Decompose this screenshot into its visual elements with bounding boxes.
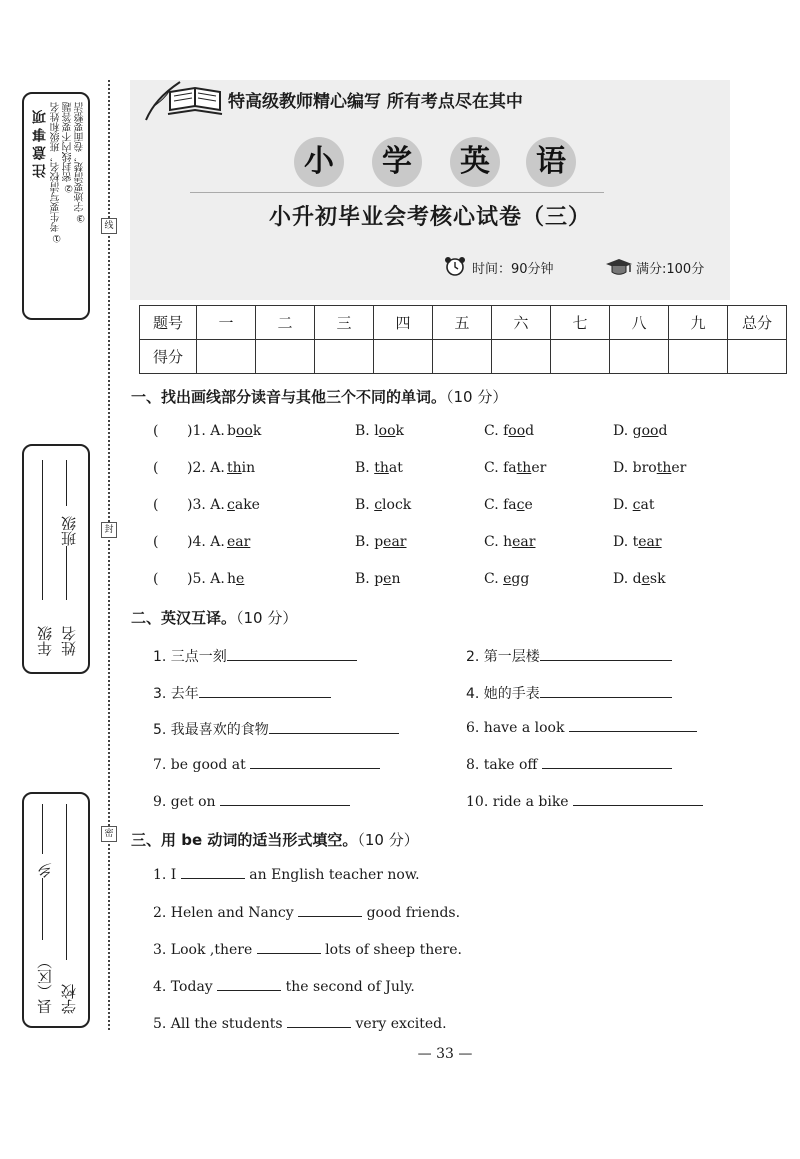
answer-paren[interactable]: ( (153, 423, 159, 439)
table-row (140, 340, 787, 374)
clock-icon (442, 256, 468, 276)
answer-blank[interactable] (540, 648, 672, 661)
word-part: at (640, 497, 655, 513)
word-part: B. l (355, 423, 379, 439)
word-part: at (388, 460, 403, 476)
translation-item-3: 3. 去年 (153, 683, 331, 703)
school-blank[interactable] (66, 804, 67, 960)
option-b (355, 571, 400, 587)
answer-blank[interactable] (269, 721, 399, 734)
option-c (484, 497, 533, 513)
seal-mark-secret: 密 (101, 826, 117, 842)
score-input-cell[interactable] (374, 340, 433, 374)
word-part: C. f (484, 423, 509, 439)
word-part: D. bro (613, 460, 657, 476)
word-part: k (252, 423, 262, 439)
section-3-title: 三、用 be 动词的适当形式填空。 (131, 831, 358, 849)
underlined-part: th (516, 460, 532, 476)
answer-blank[interactable] (257, 941, 321, 954)
question-number: )2. A. (187, 460, 225, 476)
page-number: — 33 — (417, 1046, 473, 1062)
question-number: )4. A. (187, 534, 225, 550)
section-2-title: 二、英汉互译。 (131, 609, 237, 627)
word-part: d (658, 423, 668, 439)
score-input-cell[interactable] (315, 340, 374, 374)
grade-label: 年级 (36, 626, 54, 656)
underlined-part: c (632, 497, 641, 513)
word-part: C. (484, 571, 504, 587)
subject-char-1: 小 (294, 137, 344, 187)
score-input-cell[interactable] (610, 340, 669, 374)
fill-item-2: 2. Helen and Nancy good friends. (153, 905, 461, 921)
answer-blank[interactable] (542, 756, 672, 769)
answer-blank[interactable] (573, 793, 703, 806)
name-label: 姓名 (60, 626, 78, 656)
underlined-part: ear (512, 534, 536, 550)
answer-blank[interactable] (220, 793, 350, 806)
option-d (613, 534, 662, 550)
subject-char-4: 语 (526, 137, 576, 187)
subject-char-2: 学 (372, 137, 422, 187)
table-cell: 七 (551, 306, 610, 340)
word-part: lock (382, 497, 412, 513)
word-part: D. t (613, 534, 639, 550)
option-a (227, 460, 255, 476)
translation-item-7: 7. be good at (153, 756, 380, 773)
answer-blank[interactable] (217, 978, 281, 991)
notes-box (22, 92, 90, 320)
answer-blank[interactable] (199, 685, 331, 698)
answer-paren[interactable]: ( (153, 571, 159, 587)
exam-time: 时间：90分钟 (472, 262, 554, 277)
question-number: )5. A. (187, 571, 225, 587)
score-input-cell[interactable] (728, 340, 787, 374)
subject-char-3: 英 (450, 137, 500, 187)
table-cell: 得分 (140, 340, 197, 374)
note-1: ①考生要写清校名，班级和姓名 (51, 102, 62, 243)
table-cell: 总分 (728, 306, 787, 340)
underlined-part: th (374, 460, 389, 476)
word-part: gg (511, 571, 530, 587)
translation-item-6: 6. have a look (466, 719, 697, 736)
word-part: n (391, 571, 401, 587)
option-d (613, 571, 666, 587)
score-table (139, 305, 787, 374)
section-1-points: （10 分） (446, 388, 508, 406)
option-d (613, 423, 667, 439)
answer-paren[interactable]: ( (153, 497, 159, 513)
answer-blank[interactable] (287, 1015, 351, 1028)
underlined-part: th (656, 460, 672, 476)
word-part: C. fa (484, 497, 517, 513)
grade-blank[interactable] (42, 460, 43, 600)
town-label: 乡 (34, 854, 55, 878)
option-a (227, 571, 244, 587)
table-cell: 一 (197, 306, 256, 340)
option-b (355, 423, 404, 439)
underlined-part: e (383, 571, 392, 587)
full-score: 满分:100分 (636, 262, 705, 277)
answer-blank[interactable] (181, 866, 245, 879)
score-input-cell[interactable] (256, 340, 315, 374)
answer-blank[interactable] (540, 685, 672, 698)
question-number: )1. A. (187, 423, 225, 439)
table-cell: 二 (256, 306, 315, 340)
underlined-part: oo (641, 423, 659, 439)
underlined-part: e (236, 571, 245, 587)
underlined-part: e (503, 571, 512, 587)
option-c (484, 460, 546, 476)
section-3-points: （10 分） (357, 831, 419, 849)
word-part: h (227, 571, 237, 587)
translation-item-2: 2. 第一层楼 (466, 646, 672, 666)
graduation-cap-icon (604, 256, 634, 276)
underlined-part: c (227, 497, 235, 513)
option-b (355, 497, 411, 513)
answer-paren[interactable]: ( (153, 460, 159, 476)
table-cell: 题号 (140, 306, 197, 340)
underlined-part: ear (638, 534, 662, 550)
option-c (484, 534, 535, 550)
table-cell: 八 (610, 306, 669, 340)
option-a (227, 497, 260, 513)
word-part: B. p (355, 534, 384, 550)
score-input-cell[interactable] (551, 340, 610, 374)
word-part: B. p (355, 571, 384, 587)
underlined-part: th (227, 460, 242, 476)
translation-item-8: 8. take off (466, 756, 672, 773)
translation-item-9: 9. get on (153, 793, 350, 810)
translation-item-4: 4. 她的手表 (466, 683, 672, 703)
option-c (484, 423, 534, 439)
option-d (613, 497, 654, 513)
underlined-part: c (516, 497, 525, 513)
section-1-heading (131, 386, 507, 407)
score-input-cell[interactable] (492, 340, 551, 374)
option-b (355, 460, 403, 476)
underlined-part: oo (235, 423, 253, 439)
answer-blank[interactable] (227, 648, 357, 661)
table-cell: 九 (669, 306, 728, 340)
underlined-part: c (374, 497, 383, 513)
section-1-title: 一、找出画线部分读音与其他三个不同的单词。 (131, 388, 447, 406)
option-a (227, 534, 250, 550)
table-cell: 五 (433, 306, 492, 340)
book-quill-icon (140, 80, 230, 122)
word-part: B. (355, 497, 375, 513)
option-c (484, 571, 529, 587)
underlined-part: ear (227, 534, 251, 550)
score-input-cell[interactable] (433, 340, 492, 374)
option-a (227, 423, 261, 439)
word-part: e (524, 497, 533, 513)
word-part: D. g (613, 423, 642, 439)
student-info-box (22, 444, 90, 674)
word-part: C. h (484, 534, 513, 550)
word-part: ake (234, 497, 260, 513)
fill-item-5: 5. All the students very excited. (153, 1016, 447, 1032)
underlined-part: e (641, 571, 650, 587)
fill-item-1: 1. I an English teacher now. (153, 867, 420, 883)
word-part: D. d (613, 571, 642, 587)
table-row (140, 306, 787, 340)
note-2: ②密封线内不要答题 (63, 102, 74, 193)
table-cell: 三 (315, 306, 374, 340)
section-2-heading (131, 607, 297, 628)
underlined-part: oo (508, 423, 526, 439)
table-cell: 四 (374, 306, 433, 340)
word-part: d (525, 423, 535, 439)
answer-blank[interactable] (250, 756, 380, 769)
word-part: k (395, 423, 405, 439)
underlined-part: ear (383, 534, 407, 550)
option-d (613, 460, 686, 476)
word-part: C. fa (484, 460, 517, 476)
translation-item-1: 1. 三点一刻 (153, 646, 357, 666)
score-input-cell[interactable] (669, 340, 728, 374)
word-part: b (227, 423, 236, 439)
word-part: B. (355, 460, 375, 476)
translation-item-10: 10. ride a bike (466, 793, 703, 810)
option-b (355, 534, 406, 550)
word-part: er (671, 460, 687, 476)
answer-blank[interactable] (569, 719, 697, 732)
school-info-box (22, 792, 90, 1028)
seal-mark-line: 线 (101, 218, 117, 234)
section-2-points: （10 分） (236, 609, 298, 627)
county-label: 县（区） (36, 954, 54, 1014)
class-label: 班级 (58, 506, 79, 546)
translation-item-5: 5. 我最喜欢的食物 (153, 719, 399, 739)
fill-item-4: 4. Today the second of July. (153, 979, 415, 995)
fill-item-3: 3. Look ,there lots of sheep there. (153, 942, 462, 958)
word-part: D. (613, 497, 633, 513)
title-divider (190, 192, 604, 193)
seal-mark-seal: 封 (101, 522, 117, 538)
note-3: ③字迹要清楚，卷面要整洁 (75, 102, 86, 223)
question-number: )3. A. (187, 497, 225, 513)
table-cell: 六 (492, 306, 551, 340)
exam-title: 小升初毕业会考核心试卷（三） (268, 205, 591, 230)
slogan: 特高级教师精心编写 所有考点尽在其中 (228, 92, 523, 112)
word-part: sk (649, 571, 666, 587)
answer-blank[interactable] (298, 904, 362, 917)
underlined-part: oo (378, 423, 396, 439)
school-label: 学校 (60, 984, 78, 1014)
notes-label: 注意事项 (32, 106, 48, 178)
answer-paren[interactable]: ( (153, 534, 159, 550)
score-input-cell[interactable] (197, 340, 256, 374)
word-part: in (241, 460, 256, 476)
section-3-heading (131, 829, 419, 850)
word-part: er (531, 460, 547, 476)
